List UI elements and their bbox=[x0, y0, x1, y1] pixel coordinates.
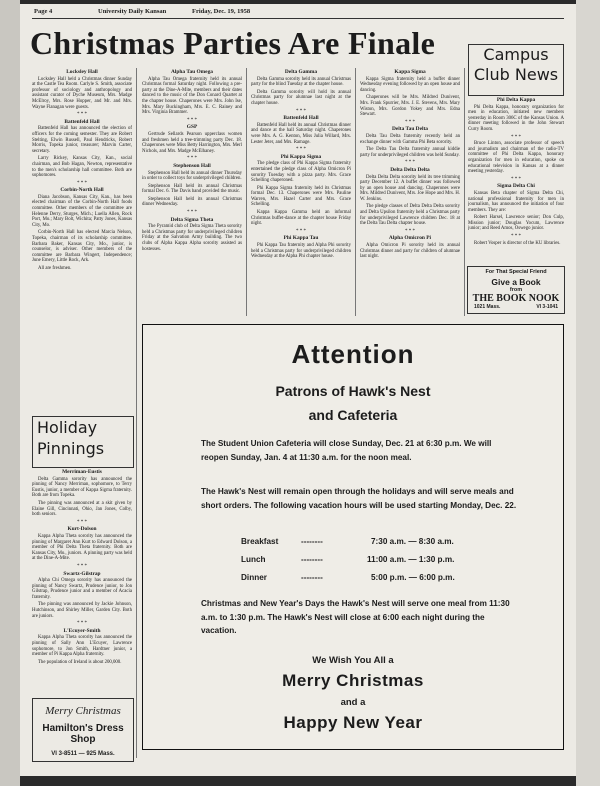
newspaper-page bbox=[20, 4, 576, 776]
article-text: Locksley Hall held a Christmas dinner Sunday at the Castle Tea Room. Carlyle S. Smith, associate professor of sociology and anthropology and assistant curator of Dyche Museum, Mrs. Madge McElroy, Mrs. Rose Hopper, and Mr. and Mrs. Wayne Flanagan were guests. bbox=[32, 76, 132, 110]
article-text: Alpha Omicron Pi sorority held its annual Christmas dinner and party for children of alumnae last night. bbox=[360, 243, 460, 260]
campus-club-news-box bbox=[468, 44, 564, 96]
box-title: Club News bbox=[473, 65, 559, 84]
article-heading: Phi Delta Kappa bbox=[496, 97, 536, 103]
notice-merry-christmas: Merry Christmas bbox=[282, 671, 424, 690]
article-text: The pinning was announced by Jackie Johnson, Hutchinson, and Shirley Miller, Garden City. Both are juniors. bbox=[32, 602, 132, 619]
column-1: Locksley Hall Locksley Hall held a Christmas dinner Sunday at the Castle Tea Room. Carlyle S. Smith, associate professor of sociology and anthropology and assistant curator of Dyche Museum, Mrs. Madge McElroy, Mrs. Rose Hopper, and Mr. and Mrs. Wayne Flanagan were guests. * * * Battenfeld Hall Battenfeld Hall has announced the election of officers for the coming semester. They are Robert Stelting, Elwin Russell, Paul Hendricks, Robert Morris, Topeka junior, treasurer; Marvin Carter, secretary. Larry Rickey, Kansas City, Kan., social chairman, and Bob Hagan, Newton, representative to the men's scholarship hall committee. Both are sophomores. * * * Corbin-North Hall Diana Jacobson, Kansas City, Kan., has been elected chairman of the Corbin-North Hall foods committee. Other members of the committee are Helenne Derry, Sturges, Mich.; Luella Allen, Rock Port, Mo.; Mary Bolt, Wichita; Patty Jones, Kansas City, Mo. Corbin-North Hall has elected Marcia Nelson, Topeka, chairman of its scholarship committee. Barbara Baker, Kansas City, Mo., junior, is counselor, is adviser. Other members of the committee are Barbara Wingert, Independence; June Emery, Little Rock, Ark. All are freshmen. bbox=[32, 69, 132, 271]
page-headline: Christmas Parties Are Finale bbox=[30, 25, 436, 61]
article-text: Delta Gamma sorority will hold its annual Christmas party for alumnae last night at the chapter house. bbox=[251, 89, 351, 106]
article-text: Battenfeld Hall held its annual Christmas dinner and dance at the hall Saturday night. Chaperones were Mrs. A. G. Kenton, Miss Julia Willard, Mrs. Lester Jeter, and Mrs. Ramage. bbox=[251, 122, 351, 145]
notice-paragraph: The Student Union Cafeteria will close Sunday, Dec. 21 at 6:30 p.m. We will reopen Sunday, Jan. 4 at 11:30 a.m. for the noon meal. bbox=[201, 439, 492, 462]
article-heading: Corbin-North Hall bbox=[60, 187, 104, 194]
meal-leader: -------- bbox=[301, 573, 323, 582]
article-text: Kansas Beta chapter of Sigma Delta Chi, national professional fraternity for men in journalism, has announced the initiation of four members. They are: bbox=[468, 190, 564, 213]
holiday-pinnings-box bbox=[32, 416, 134, 468]
article-heading: Kurt-Dolson bbox=[67, 526, 97, 533]
article-heading: L'Ecuyer-Smith bbox=[63, 627, 101, 634]
article-text: The population of Ireland is about 200,000. bbox=[38, 659, 122, 665]
meal-name: Dinner bbox=[241, 573, 267, 582]
notice-subtitle: Patrons of Hawk's Nest bbox=[275, 383, 431, 399]
box-title: Holiday bbox=[37, 418, 98, 437]
article-text: Robert Vosper is director of the KU libraries. bbox=[474, 240, 561, 246]
article-heading: Battenfeld Hall bbox=[283, 115, 319, 122]
article-text: Delta Tau Delta fraternity recently held an exchange dinner with Gamma Phi Beta sorority. bbox=[360, 133, 460, 145]
article-text: Alpha Chi Omega sorority has announced the pinning of Nancy Swartz, Prudence junior, to Jon Gilstrap, Prudence junior and a member of Acacia fraternity. bbox=[32, 578, 132, 600]
article-text: The Delta Tau Delta fraternity annual kiddie party for underprivileged children was held Sunday. bbox=[360, 147, 460, 158]
notice-wish: We Wish You All a bbox=[312, 655, 394, 666]
scan-gutter bbox=[0, 0, 20, 786]
article-text: Stephenson Hall held its annual Christmas formal Dec. 6. The Davis band provided the music. bbox=[142, 183, 242, 195]
article-text: Chaperones will be Mrs. Mildred Dunivent, Mrs. Frank Spurrier, Mrs. J. E. Stevens, Mrs. Mary Wiston, Mrs. Gordon Yokey and Mrs. Edna Stewart. bbox=[360, 95, 460, 118]
meal-name: Lunch bbox=[241, 555, 266, 564]
attention-notice bbox=[142, 324, 564, 750]
article-text: Phi Kappa Tau fraternity and Alpha Phi sorority held a Christmas party for underprivileged children Wednesday at the Alpha Phi chapter house. bbox=[251, 243, 351, 260]
article-heading: GSP bbox=[186, 124, 198, 131]
article-text: The Pyramid club of Delta Sigma Theta sorority held a Christmas party for underprivileged children Friday at the Salvation Army building. The two clubs of Alpha Kappa Alpha sorority assisted as hostesses. bbox=[142, 224, 242, 252]
article-text: Corbin-North Hall has elected Marcia Nelson, Topeka, chairman of its scholarship committee. Barbara Baker, Kansas City, Mo., junior, is counselor, is adviser. Other members of the committee are Barbara Wingert, Independence; June Emery, Little Rock, Ark. bbox=[32, 230, 132, 264]
ad-from: from bbox=[509, 287, 523, 293]
notice-paragraph: The Hawk's Nest will remain open through the holidays and will serve meals and short orders. The following vacation hours will be used starting Monday, Dec. 22. bbox=[201, 487, 517, 510]
article-text: Kappa Kappa Gamma held an informal Christmas buffet-dance at the chapter house Friday night. bbox=[251, 210, 351, 227]
article-text: The pinning was announced at a skit given by Elaine Gill, Cincinnati, Ohio, Jan Jones, Colby, both seniors. bbox=[32, 500, 132, 518]
notice-and: and a bbox=[340, 697, 366, 708]
article-text: Battenfeld Hall has announced the election of officers for the coming semester. They are Robert Stelting, Elwin Russell, Paul Hendricks, Robert Morris, Topeka junior, treasurer; Marvin Carter, secretary. bbox=[32, 126, 132, 154]
box-title: Pinnings bbox=[37, 439, 105, 458]
meal-time: 7:30 a.m. — 8:30 a.m. bbox=[371, 537, 454, 546]
article-heading: Delta Tau Delta bbox=[392, 126, 428, 133]
notice-happy-new-year: Happy New Year bbox=[283, 713, 423, 732]
article-text: Diana Jacobson, Kansas City, Kan., has been elected chairman of the Corbin-North Hall foods committee. Other members of the committee are Helenne Derry, Sturges, Mich.; Luella Allen, Rock Port, Mo.; Mary Bolt, Wichita; Patty Jones, Kansas City, Mo. bbox=[32, 194, 132, 228]
article-text: Bruce Linton, associate professor of speech and journalism and chairman of the radio-TV committee of Phi Delta Kappa, honorary organization for men in education, spoke on educational television in Kansas at a dinner meeting yesterday. bbox=[468, 141, 564, 175]
meal-name: Breakfast bbox=[241, 537, 279, 546]
article-text: Kappa Alpha Theta sorority has announced the pinning of Margaret Ann Kurt to Edward Dolson, a member of Phi Delta Theta fraternity. Both are Kansas City, Mo., juniors. A pinning party was held at the Dine-A-Mite. bbox=[32, 533, 132, 562]
article-heading: Phi Kappa Tau bbox=[283, 235, 319, 242]
scan-edge bbox=[576, 0, 600, 786]
article-text: Phi Kappa Sigma fraternity held its Christmas formal Dec. 13. Chaperones were Mrs. Pauline Warren, Mrs. Hazel Carter and Mrs. Grace Schelling. bbox=[251, 185, 351, 208]
article-text: Larry Rickey, Kansas City, Kan., social chairman, and Bob Hagan, Newton, representative to the men's scholarship hall committee. Both are sophomores. bbox=[32, 156, 132, 179]
notice-title: Attention bbox=[291, 339, 415, 369]
ad-shop-name: Hamilton's Dress Shop bbox=[42, 723, 124, 745]
ad-tagline: For That Special Friend bbox=[485, 269, 547, 275]
article-heading: Stephenson Hall bbox=[173, 162, 211, 169]
column-2: Alpha Tau Omega Alpha Tau Omega fraternity held its annual Christmas formal Saturday night. Following a pre-party at the Dine-A-Mite, members and their dates danced to the music of the Don Conard Quartet at the chapter house. Chaperones were Mrs. John Ise, Mrs. Mary Buckingham, Mrs. E. C. Rainey and Mrs. Virginia Brammer. * * * GSP Gertrude Sellards Pearson upperclass women and freshmen held a tree-trimming party Dec. 18. Chaperones were Miss Betty Harrington, Mrs. Merl Nichols, and Mrs. Madge McElhaney. * * * Stephenson Hall Stephenson Hall held its annual dinner Thursday in order to collect toys for underprivileged children. Stephenson Hall held its annual Christmas formal Dec. 6. The Davis band provided the music. Stephenson Hall held its annual Christmas dinner Wednesday. * * * Delta Sigma Theta The Pyramid club of Delta Sigma Theta sorority held a Christmas party for underprivileged children Friday at the Salvation Army building. The two clubs of Alpha Kappa Alpha sorority assisted as hostesses. bbox=[142, 69, 242, 252]
ad-address: 925 Mass. bbox=[86, 751, 115, 757]
ad-phone: VI 3-8511 bbox=[51, 751, 77, 757]
article-text: Stephenson Hall held its annual dinner Thursday in order to collect toys for underprivileged children. bbox=[142, 170, 242, 182]
ad-address: 1021 Mass. bbox=[474, 304, 501, 310]
article-text: The pledge class of Phi Kappa Sigma fraternity entertained the pledge class of Alpha Omicron Pi sorority Tuesday with a pizza party. Mrs. Grace Schelling chaperoned. bbox=[251, 161, 351, 184]
article-text: Alpha Tau Omega fraternity held its annual Christmas formal Saturday night. Following a pre-party at the Dine-A-Mite, members and their dates danced to the music of the Don Conard Quartet at the chapter house. Chaperones were Mrs. John Ise, Mrs. Mary Buckingham, Mrs. E. C. Rainey and Mrs. Virginia Brammer. bbox=[142, 76, 242, 116]
article-heading: Swartz-Gilstrap bbox=[63, 570, 101, 577]
column-4: Kappa Sigma Kappa Sigma fraternity held a buffet dinner Wednesday evening followed by an open house and dancing. Chaperones will be Mrs. Mildred Dunivent, Mrs. Frank Spurrier, Mrs. J. E. Stevens, Mrs. Mary Wiston, Mrs. Gordon Yokey and Mrs. Edna Stewart. * * * Delta Tau Delta Delta Tau Delta fraternity recently held an exchange dinner with Gamma Phi Beta sorority. The Delta Tau Delta fraternity annual kiddie party for underprivileged children was held Sunday. * * * Delta Delta Delta Delta Delta Delta sorority held its tree trimming party December 12. A buffet dinner was followed by an open house and dancing. Chaperones were Mrs. Mildred Dunivent, Mrs. Joe Hope and Mrs. H. W. Jenkins. The pledge classes of Delta Delta Delta sorority and Delta Upsilon fraternity held a Christmas party for underprivileged Lawrence children Dec. 18 at the Delta Tau Delta chapter house. * * * Alpha Omicron Pi Alpha Omicron Pi sorority held its annual Christmas dinner and party for children of alumnae last night. bbox=[360, 69, 460, 260]
article-heading: Battenfeld Hall bbox=[64, 118, 100, 125]
article-heading: Alpha Tau Omega bbox=[171, 69, 213, 75]
ad-headline: Give a Book bbox=[491, 277, 541, 287]
article-heading: Delta Gamma bbox=[284, 69, 318, 75]
meal-time: 5:00 p.m. — 6:00 p.m. bbox=[371, 573, 455, 582]
dress-shop-ad: Merry Christmas Hamilton's Dress Shop VI 3-8511 — 925 Mass. bbox=[32, 698, 134, 762]
column-1-pinnings: Merriman-Eustis Delta Gamma sorority has announced the pinning of Nancy Merriman, sophomore, to Terry Eustis, junior, a member of Kappa Sigma fraternity. Both are from Topeka. The pinning was announced at a skit given by Elaine Gill, Cincinnati, Ohio, Jan Jones, Colby, both seniors. * * * Kurt-Dolson Kappa Alpha Theta sorority has announced the pinning of Margaret Ann Kurt to Edward Dolson, a member of Phi Delta Theta fraternity. Both are Kansas City, Mo., juniors. A pinning party was held at the Dine-A-Mite. * * * Swartz-Gilstrap Alpha Chi Omega sorority has announced the pinning of Nancy Swartz, Prudence junior, to Jon Gilstrap, Prudence junior and a member of Acacia fraternity. The pinning was announced by Jackie Johnson, Hutchinson, and Shirley Miller, Garden City. Both are juniors. * * * L'Ecuyer-Smith Kappa Alpha Theta sorority has announced the pinning of Sally Ann L'Ecuyer, Lawrence sophomore, to Jon Smith, Hardtner junior, a member of Pi Kappa Alpha fraternity. The population of Ireland is about 200,000. bbox=[32, 469, 132, 665]
ad-greeting: Merry Christmas bbox=[45, 705, 121, 717]
article-heading: Sigma Delta Chi bbox=[497, 183, 535, 190]
box-title: Campus bbox=[483, 45, 549, 64]
meal-time: 11:00 a.m. — 1:30 p.m. bbox=[367, 555, 455, 564]
meal-leader: -------- bbox=[301, 537, 323, 546]
masthead bbox=[32, 4, 564, 19]
ad-shop-name: THE BOOK NOOK bbox=[472, 293, 560, 304]
article-text: Delta Delta Delta sorority held its tree trimming party December 12. A buffet dinner was followed by an open house and dancing. Chaperones were Mrs. Mildred Dunivent, Mrs. Joe Hope and Mrs. H. W. Jenkins. bbox=[360, 174, 460, 202]
article-text: The pledge classes of Delta Delta Delta sorority and Delta Upsilon fraternity held a Christmas party for underprivileged Lawrence children Dec. 18 at the Delta Tau Delta chapter house. bbox=[360, 204, 460, 227]
column-5: Phi Delta Kappa Phi Delta Kappa, honorary organization for men in education, initiated new members yesterday in Room 306C of the Kansas Union. A dinner meeting followed in the John Stewart Curry Room. * * * Bruce Linton, associate professor of speech and journalism and chairman of the radio-TV committee of Phi Delta Kappa, honorary organization for men in education, spoke on educational television in Kansas at a dinner meeting yesterday. * * * Sigma Delta Chi Kansas Beta chapter of Sigma Delta Chi, national professional fraternity for men in journalism, has announced the initiation of four members. They are: Robert Harsel, Lawrence senior; Don Culp, Mission junior; Douglas Yocum, Lawrence junior; and Reed Amos, Oswego junior. * * * Robert Vosper is director of the KU libraries. bbox=[468, 97, 564, 246]
book-nook-ad bbox=[467, 266, 565, 314]
article-text: All are freshmen. bbox=[38, 266, 72, 271]
article-text: Gertrude Sellards Pearson upperclass women and freshmen held a tree-trimming party Dec. 18. Chaperones were Miss Betty Harrington, Mrs. Merl Nichols, and Mrs. Madge McElhaney. bbox=[142, 131, 242, 154]
article-heading: Delta Sigma Theta bbox=[170, 216, 214, 223]
article-heading: Delta Delta Delta bbox=[390, 166, 430, 173]
article-text: Delta Gamma sorority has announced the pinning of Nancy Merriman, sophomore, to Terry Eustis, junior, a member of Kappa Sigma fraternity. Both are from Topeka. bbox=[32, 476, 132, 499]
issue-date: Friday, Dec. 19, 1958 bbox=[192, 8, 251, 15]
article-heading: Phi Kappa Sigma bbox=[280, 153, 322, 160]
paper-name: University Daily Kansan bbox=[98, 8, 167, 15]
article-text: Delta Gamma sorority held its annual Christmas party for the blind Tuesday at the chapter house. bbox=[251, 76, 351, 88]
article-heading: Kappa Sigma bbox=[394, 69, 426, 75]
column-3: Delta Gamma Delta Gamma sorority held its annual Christmas party for the blind Tuesday at the chapter house. Delta Gamma sorority will hold its annual Christmas party for alumnae last night at the chapter house. * * * Battenfeld Hall Battenfeld Hall held its annual Christmas dinner and dance at the hall Saturday night. Chaperones were Mrs. A. G. Kenton, Miss Julia Willard, Mrs. Lester Jeter, and Mrs. Ramage. * * * Phi Kappa Sigma The pledge class of Phi Kappa Sigma fraternity entertained the pledge class of Alpha Omicron Pi sorority Tuesday with a pizza party. Mrs. Grace Schelling chaperoned. Phi Kappa Sigma fraternity held its Christmas formal Dec. 13. Chaperones were Mrs. Pauline Warren, Mrs. Hazel Carter and Mrs. Grace Schelling. Kappa Kappa Gamma held an informal Christmas buffet-dance at the chapter house Friday night. * * * Phi Kappa Tau Phi Kappa Tau fraternity and Alpha Phi sorority held a Christmas party for underprivileged children Wednesday at the Alpha Phi chapter house. bbox=[251, 69, 351, 260]
article-heading: Locksley Hall bbox=[66, 69, 98, 75]
article-text: Stephenson Hall held its annual Christmas dinner Wednesday. bbox=[142, 196, 242, 208]
article-heading: Merriman-Eustis bbox=[62, 469, 102, 475]
article-text: Kappa Alpha Theta sorority has announced the pinning of Sally Ann L'Ecuyer, Lawrence sophomore, to Jon Smith, Hardtner junior, a member of Pi Kappa Alpha fraternity. bbox=[32, 635, 132, 658]
meal-leader: -------- bbox=[301, 555, 323, 564]
page-number: Page 4 bbox=[34, 8, 53, 15]
article-heading: Alpha Omicron Pi bbox=[388, 235, 432, 242]
article-text: Kappa Sigma fraternity held a buffet dinner Wednesday evening followed by an open house and dancing. bbox=[360, 76, 460, 93]
notice-paragraph: Christmas and New Year's Days the Hawk's Nest will serve one meal from 11:30 a.m. to 1:30 p.m. The Hawk's Nest will close at 6:00 each night during the vacation. bbox=[201, 599, 510, 635]
ad-phone: VI 3-1041 bbox=[536, 304, 558, 310]
article-text: Robert Harsel, Lawrence senior; Don Culp, Mission junior; Douglas Yocum, Lawrence junior; and Reed Amos, Oswego junior. bbox=[468, 215, 564, 232]
article-text: Phi Delta Kappa, honorary organization for men in education, initiated new members yesterday in Room 306C of the Kansas Union. A dinner meeting followed in the John Stewart Curry Room. bbox=[468, 104, 564, 132]
notice-subtitle: and Cafeteria bbox=[308, 407, 398, 423]
